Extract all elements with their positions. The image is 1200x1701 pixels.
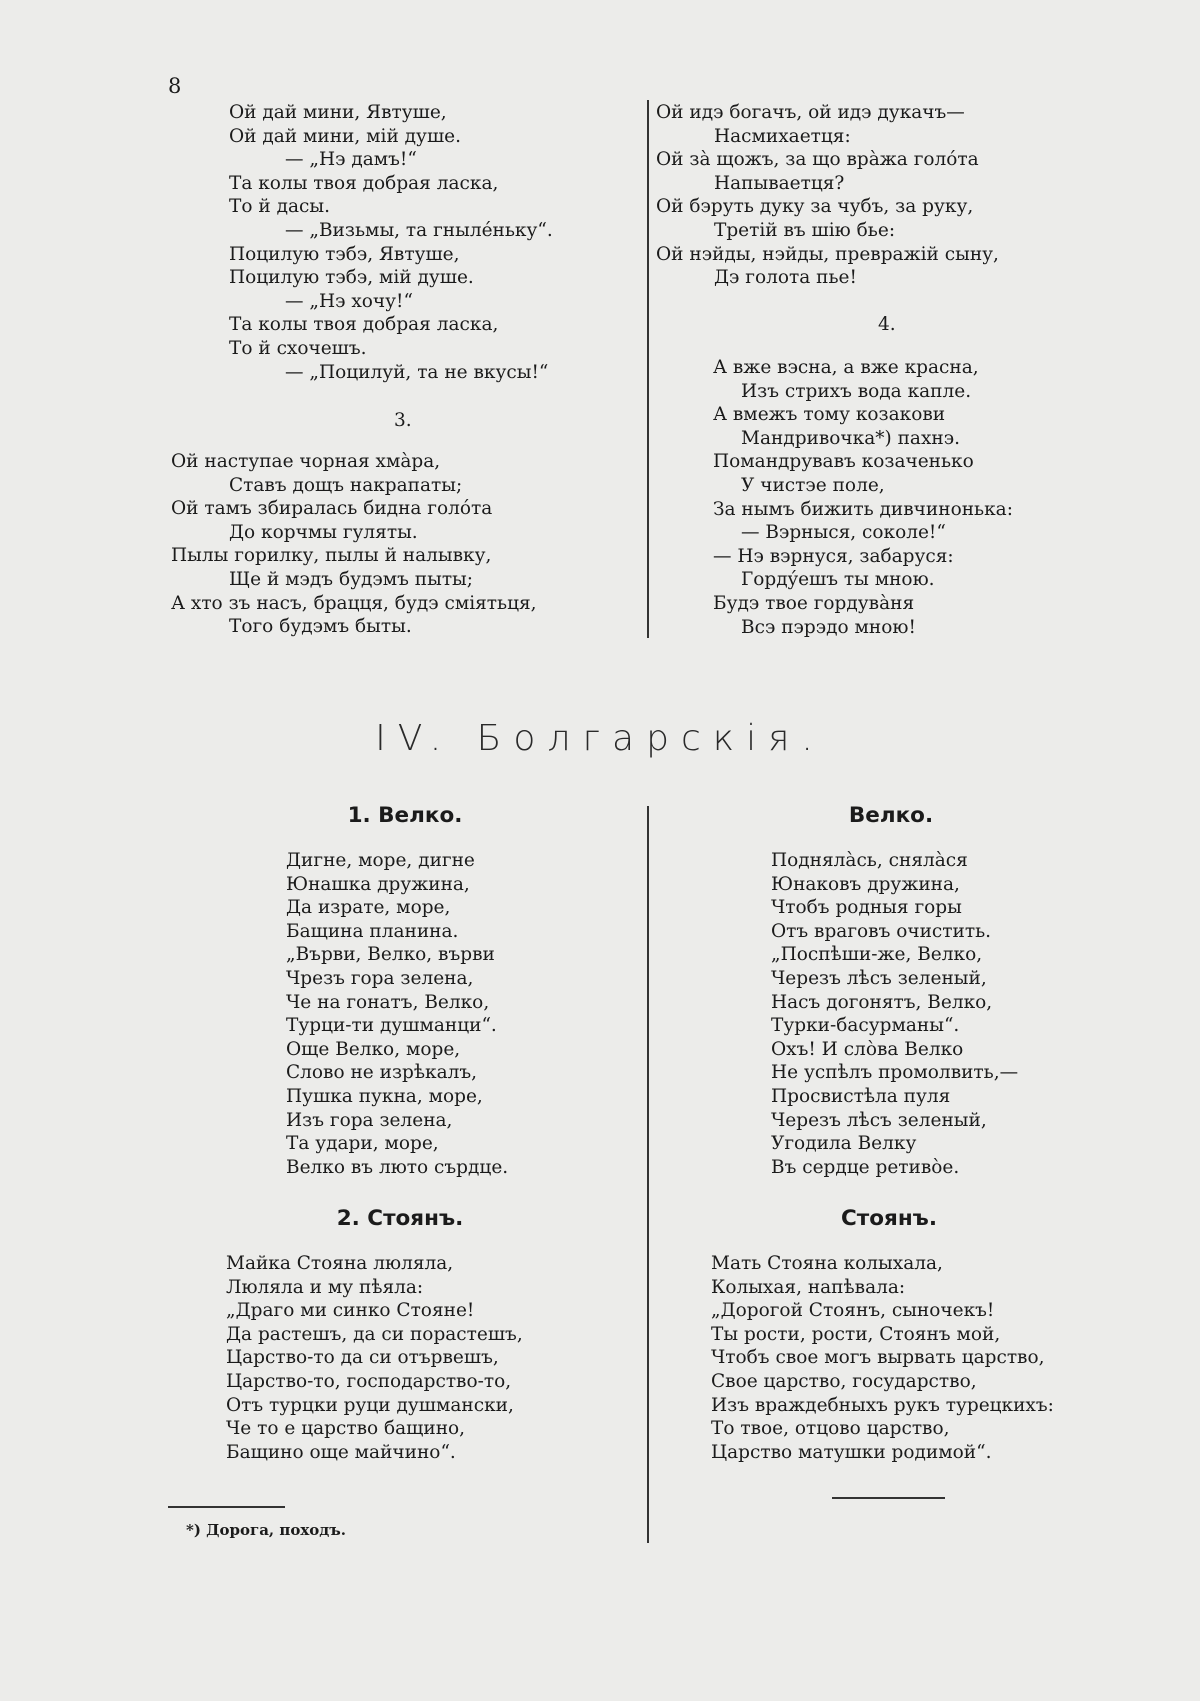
verse-line: Отъ турцки руци душмански, bbox=[226, 1394, 514, 1416]
verse-line: Гордýешъ ты мною. bbox=[741, 569, 935, 591]
song-title: 1. Велко. bbox=[347, 803, 463, 828]
stanza-number: 3. bbox=[394, 410, 412, 431]
verse-line: — „Визьмы, та гнылéньку“. bbox=[285, 219, 553, 241]
verse-line: Насъ догонятъ, Велко, bbox=[771, 991, 993, 1013]
verse-line: А вмежъ тому козакови bbox=[713, 404, 946, 426]
velko-translation-verse bbox=[771, 849, 1018, 1179]
verse-line: Свое царство, государство, bbox=[711, 1370, 977, 1392]
verse-line: Въ сердце ретивòе. bbox=[771, 1156, 960, 1178]
verse-line: Пушка пукна, море, bbox=[286, 1085, 483, 1107]
verse-line: То й схочешъ. bbox=[229, 337, 367, 359]
verse-line: Слово не изрѣкалъ, bbox=[286, 1062, 478, 1084]
verse-line: Мать Стояна колыхала, bbox=[711, 1253, 943, 1274]
verse-line: — Нэ вэрнуся, забаруся: bbox=[713, 545, 954, 567]
stanza-number: 4. bbox=[878, 314, 896, 335]
verse-line: Черезъ лѣсъ зеленый, bbox=[771, 1109, 987, 1131]
verse-line: Чтобъ родныя горы bbox=[771, 897, 962, 919]
verse-line: — „Поцилуй, та не вкусы!“ bbox=[285, 361, 549, 383]
verse-line: Ставъ дощъ накрапаты; bbox=[229, 474, 463, 496]
stoyan-original-verse bbox=[226, 1252, 523, 1464]
verse-line: Да израте, море, bbox=[286, 897, 451, 919]
verse-line: Царство матушки родимой“. bbox=[711, 1441, 992, 1463]
verse-line: — „Нэ дамъ!“ bbox=[285, 149, 417, 171]
verse-line: Ой нэйды, нэйды, превражій сыну, bbox=[656, 243, 999, 265]
verse-line: Поднялàсь, снялàся bbox=[771, 850, 968, 871]
verse-line: Царство-то, господарство-то, bbox=[226, 1370, 512, 1392]
verse-line: Будэ твое гордувàня bbox=[713, 592, 915, 614]
verse-line: Ой дай мини, мій душе. bbox=[229, 125, 461, 147]
verse-line: Бащино още майчино“. bbox=[226, 1441, 456, 1463]
verse-line: Чрезъ гора зелена, bbox=[286, 967, 474, 989]
verse-line: Че на гонатъ, Велко, bbox=[286, 991, 490, 1013]
verse-line: Ой идэ богачъ, ой идэ дукачъ— bbox=[656, 102, 965, 123]
verse-line: Угодила Велку bbox=[771, 1133, 917, 1155]
verse-line: До корчмы гуляты. bbox=[229, 521, 418, 543]
verse-line: Того будэмъ быты. bbox=[229, 616, 412, 638]
verse-line: Поцилую тэбэ, Явтуше, bbox=[229, 243, 460, 265]
verse-line: Ой дай мини, Явтуше, bbox=[229, 102, 447, 123]
verse-line: Царство-то да си отървешъ, bbox=[226, 1347, 499, 1369]
verse-line: „Поспѣши-же, Велко, bbox=[771, 944, 983, 966]
song-title: 2. Стоянъ. bbox=[336, 1206, 464, 1231]
stoyan-translation-verse bbox=[711, 1252, 1054, 1464]
verse-line: Още Велко, море, bbox=[286, 1038, 461, 1060]
column-divider bbox=[647, 100, 649, 638]
verse-line: Отъ враговъ очистить. bbox=[771, 920, 992, 942]
song-title: Велко. bbox=[848, 803, 934, 828]
footnote-rule bbox=[168, 1506, 285, 1508]
song-title: Стоянъ. bbox=[841, 1206, 937, 1231]
verse-line: Ты рости, рости, Стоянъ мой, bbox=[711, 1323, 1001, 1345]
verse-line: Та колы твоя добрая ласка, bbox=[229, 172, 499, 194]
verse-line: Турци-ти душманци“. bbox=[286, 1015, 497, 1037]
verse-line: Третій въ шію бье: bbox=[714, 219, 896, 241]
verse-line: Дэ голота пье! bbox=[714, 267, 857, 289]
page-number: 8 bbox=[168, 74, 182, 98]
verse-line: Поцилую тэбэ, мій душе. bbox=[229, 267, 474, 289]
verse-line: Велко въ люто сърдце. bbox=[286, 1156, 509, 1178]
verse-line: „Върви, Велко, върви bbox=[286, 944, 495, 966]
verse-line: Помандрувавъ козаченько bbox=[713, 451, 974, 473]
verse-line: Юнашка дружина, bbox=[286, 873, 470, 895]
upper-left-verse-b bbox=[171, 450, 537, 639]
verse-line: Турки-басурманы“. bbox=[771, 1015, 960, 1037]
verse-line: То й дасы. bbox=[229, 196, 330, 218]
verse-line: То твое, отцово царство, bbox=[711, 1418, 950, 1440]
verse-line: Мандривочка*) пахнэ. bbox=[741, 427, 960, 449]
verse-line: Изъ гора зелена, bbox=[286, 1109, 453, 1131]
verse-line: Майка Стояна люляла, bbox=[226, 1253, 454, 1274]
verse-line: Насмихаетця: bbox=[714, 125, 851, 147]
verse-line: Ой наступае чорная хмàра, bbox=[171, 451, 441, 472]
verse-line: Напываетця? bbox=[714, 172, 845, 194]
verse-line: А вже вэсна, а вже красна, bbox=[713, 357, 979, 378]
verse-line: Всэ пэрэдо мною! bbox=[741, 616, 916, 638]
verse-line: Ой зà щожъ, за що врàжа голóта bbox=[656, 149, 979, 171]
verse-line: У чистэе поле, bbox=[741, 474, 885, 496]
section-title: IV. Болгарскія. bbox=[375, 718, 825, 759]
verse-line: Че то е царство бащино, bbox=[226, 1418, 466, 1440]
verse-line: Бащина планина. bbox=[286, 920, 459, 942]
footnote: *) Дорога, походъ. bbox=[186, 1521, 347, 1539]
verse-line: — „Нэ хочу!“ bbox=[285, 290, 413, 312]
upper-right-verse-a bbox=[656, 101, 999, 290]
velko-original-verse bbox=[286, 849, 508, 1179]
verse-line: Дигне, море, дигне bbox=[286, 850, 475, 871]
verse-line: Ой тамъ збиралась бидна голóта bbox=[171, 498, 493, 520]
verse-line: Черезъ лѣсъ зеленый, bbox=[771, 967, 987, 989]
verse-line: Изъ враждебныхъ рукъ турецкихъ: bbox=[711, 1394, 1054, 1416]
verse-line: — Вэрныся, соколе!“ bbox=[741, 522, 946, 544]
column-divider bbox=[647, 806, 649, 1543]
verse-line: Та удари, море, bbox=[286, 1133, 439, 1155]
verse-line: Колыхая, напѣвала: bbox=[711, 1276, 906, 1298]
verse-line: Просвистѣла пуля bbox=[771, 1085, 951, 1107]
verse-line: Пылы горилку, пылы й налывку, bbox=[171, 545, 492, 567]
poem-end-rule bbox=[832, 1497, 945, 1499]
verse-line: Юнаковъ дружина, bbox=[771, 873, 960, 895]
verse-line: Ой бэруть дуку за чубъ, за руку, bbox=[656, 196, 974, 218]
verse-line: Не успѣлъ промолвить,— bbox=[771, 1062, 1019, 1084]
verse-line: Да растешъ, да си порастешъ, bbox=[226, 1323, 523, 1345]
verse-line: А хто зъ насъ, брацця, будэ сміятьця, bbox=[171, 592, 537, 614]
verse-line: Та колы твоя добрая ласка, bbox=[229, 314, 499, 336]
verse-line: Ще й мэдъ будэмъ пыты; bbox=[229, 568, 474, 590]
verse-line: Изъ стрихъ вода капле. bbox=[741, 380, 972, 402]
verse-line: „Дорогой Стоянъ, сыночекъ! bbox=[711, 1300, 995, 1322]
upper-left-verse-a bbox=[229, 101, 553, 384]
verse-line: Чтобъ свое могъ вырвать царство, bbox=[711, 1347, 1045, 1369]
verse-line: „Драго ми синко Стояне! bbox=[226, 1300, 475, 1322]
upper-right-verse-b bbox=[713, 356, 1013, 639]
verse-line: Охъ! И слòва Велко bbox=[771, 1038, 964, 1060]
verse-line: За нымъ бижить дивчинонька: bbox=[713, 498, 1013, 520]
verse-line: Люляла и му пѣяла: bbox=[226, 1276, 424, 1298]
